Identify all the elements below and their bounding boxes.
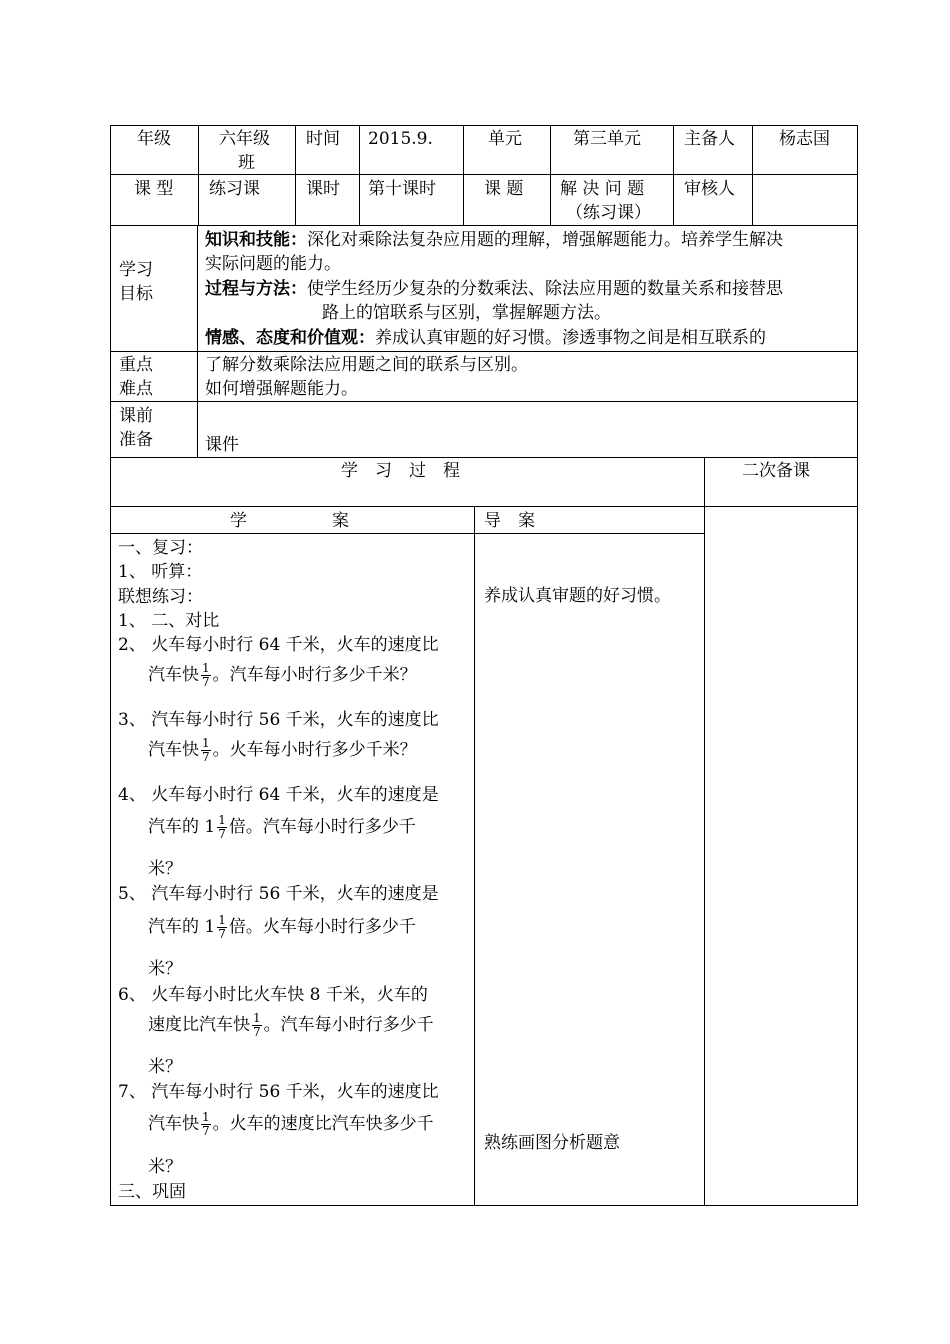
question-3: 3、 汽车每小时行 56 千米，火车的速度比 [118,710,439,730]
preparer-label: 主备人 [684,129,735,149]
table-border-bottom [110,1205,858,1206]
topic-subvalue: （练习课） [566,203,651,223]
question-7-end: 米？ [148,1157,182,1177]
prep-label-2: 准备 [119,430,153,450]
question-7-line [148,1111,434,1138]
col-divider [673,125,674,225]
guide-header: 导 案 [484,511,535,531]
table-border-top [110,125,858,126]
type-value: 练习课 [209,179,260,199]
second-prep-label: 二次备课 [742,461,810,481]
question-5-end: 米？ [148,959,182,979]
question-2-line [148,662,417,689]
study-plan-header: 学 案 [230,511,349,531]
key-point: 了解分数乘除法应用题之间的联系与区别。 [205,355,528,375]
process-title: 学 习 过 程 [341,461,460,481]
process-text: 使学生经历少复杂的分数乘法、除法应用题的数量关系和接替思 [307,279,783,299]
question-4-end: 米？ [148,859,182,879]
process-text-2: 路上的馆联系与区别，掌握解题方法。 [322,303,611,323]
difficulty-label: 难点 [119,379,153,399]
question-text: 倍。汽车每小时行多少千 [228,817,416,837]
fraction: $\frac{1}{7}$ [202,661,210,689]
question-6-end: 米？ [148,1057,182,1077]
time-label: 时间 [306,129,340,149]
emotion-text: 养成认真审题的好习惯。渗透事物之间是相互联系的 [375,328,766,348]
col-divider [295,125,296,225]
grade-class: 班 [238,153,255,173]
question-2: 2、 火车每小时行 64 千米，火车的速度比 [118,635,439,655]
question-text: 汽车的 1 [148,917,216,937]
row-divider [110,533,704,534]
guide-note: 熟练画图分析题意 [484,1133,620,1153]
question-4: 4、 火车每小时行 64 千米，火车的速度是 [118,785,439,805]
knowledge-line [205,228,783,252]
review-heading: 一、复习： [118,538,203,558]
row-divider [110,351,858,352]
question-5-line [148,914,416,941]
col-divider [198,125,199,225]
emotion-title: 情感、态度和价值观： [205,328,375,348]
question-5: 5、 汽车每小时行 56 千米，火车的速度是 [118,884,439,904]
difficulty-point: 如何增强解题能力。 [205,379,358,399]
question-4-line [148,814,416,841]
col-divider [550,125,551,225]
type-label: 课 型 [134,179,174,199]
question-text: 汽车快 [148,740,199,760]
period-value: 第十课时 [368,179,436,199]
prep-label: 课前 [119,406,153,426]
process-title: 过程与方法： [205,279,307,299]
col-divider [197,225,198,457]
question-6-line [148,1012,434,1039]
list-item: 1、 二、对比 [118,611,220,631]
col-divider [474,506,475,1205]
grade-value: 六年级 [219,129,270,149]
row-divider [110,225,858,226]
row-divider [110,457,858,458]
col-divider [359,125,360,225]
fraction: $\frac{1}{7}$ [202,1110,210,1138]
prep-value: 课件 [205,435,239,455]
row-divider [110,174,858,175]
fraction: $\frac{1}{7}$ [218,813,226,841]
goals-label-2: 目标 [119,284,153,304]
knowledge-title: 知识和技能： [205,230,307,250]
question-text: 汽车快 [148,1114,199,1134]
question-text: 。汽车每小时行多少千 [263,1015,434,1035]
question-3-line [148,737,417,764]
list-item: 1、 听算： [118,562,203,582]
key-label: 重点 [119,355,153,375]
col-divider [704,457,705,1205]
question-text: 汽车的 1 [148,817,216,837]
period-label: 课时 [306,179,340,199]
table-border-right [857,125,858,1205]
reviewer-label: 审核人 [684,179,735,199]
question-text: 倍。火车每小时行多少千 [228,917,416,937]
fraction: $\frac{1}{7}$ [202,736,210,764]
topic-label: 课 题 [484,179,524,199]
question-text: 汽车快 [148,665,199,685]
preparer-value: 杨志国 [779,129,830,149]
knowledge-text-2: 实际问题的能力。 [205,254,341,274]
guide-note: 养成认真审题的好习惯。 [484,586,671,606]
fraction: $\frac{1}{7}$ [218,913,226,941]
col-divider [463,125,464,225]
question-7: 7、 汽车每小时行 56 千米，火车的速度比 [118,1082,439,1102]
question-text: 。火车的速度比汽车快多少千 [212,1114,434,1134]
row-divider [110,506,858,507]
goals-label: 学习 [119,260,153,280]
unit-label: 单元 [488,129,522,149]
consolidate-heading: 三、巩固 [118,1182,186,1202]
emotion-line [205,326,766,350]
knowledge-text: 深化对乘除法复杂应用题的理解，增强解题能力。培养学生解决 [307,230,783,250]
col-divider [752,125,753,225]
question-text: 速度比汽车快 [148,1015,250,1035]
process-line [205,277,783,301]
question-6: 6、 火车每小时比火车快 8 千米，火车的 [118,985,428,1005]
question-text: 。汽车每小时行多少千米？ [212,665,417,685]
grade-label: 年级 [137,129,171,149]
fraction: $\frac{1}{7}$ [253,1011,261,1039]
time-value: 2015.9. [368,129,433,149]
row-divider [110,401,858,402]
topic-value: 解 决 问 题 [560,179,645,199]
practice-heading: 联想练习： [118,587,203,607]
question-text: 。火车每小时行多少千米？ [212,740,417,760]
unit-value: 第三单元 [573,129,641,149]
table-border-left [110,125,111,1205]
